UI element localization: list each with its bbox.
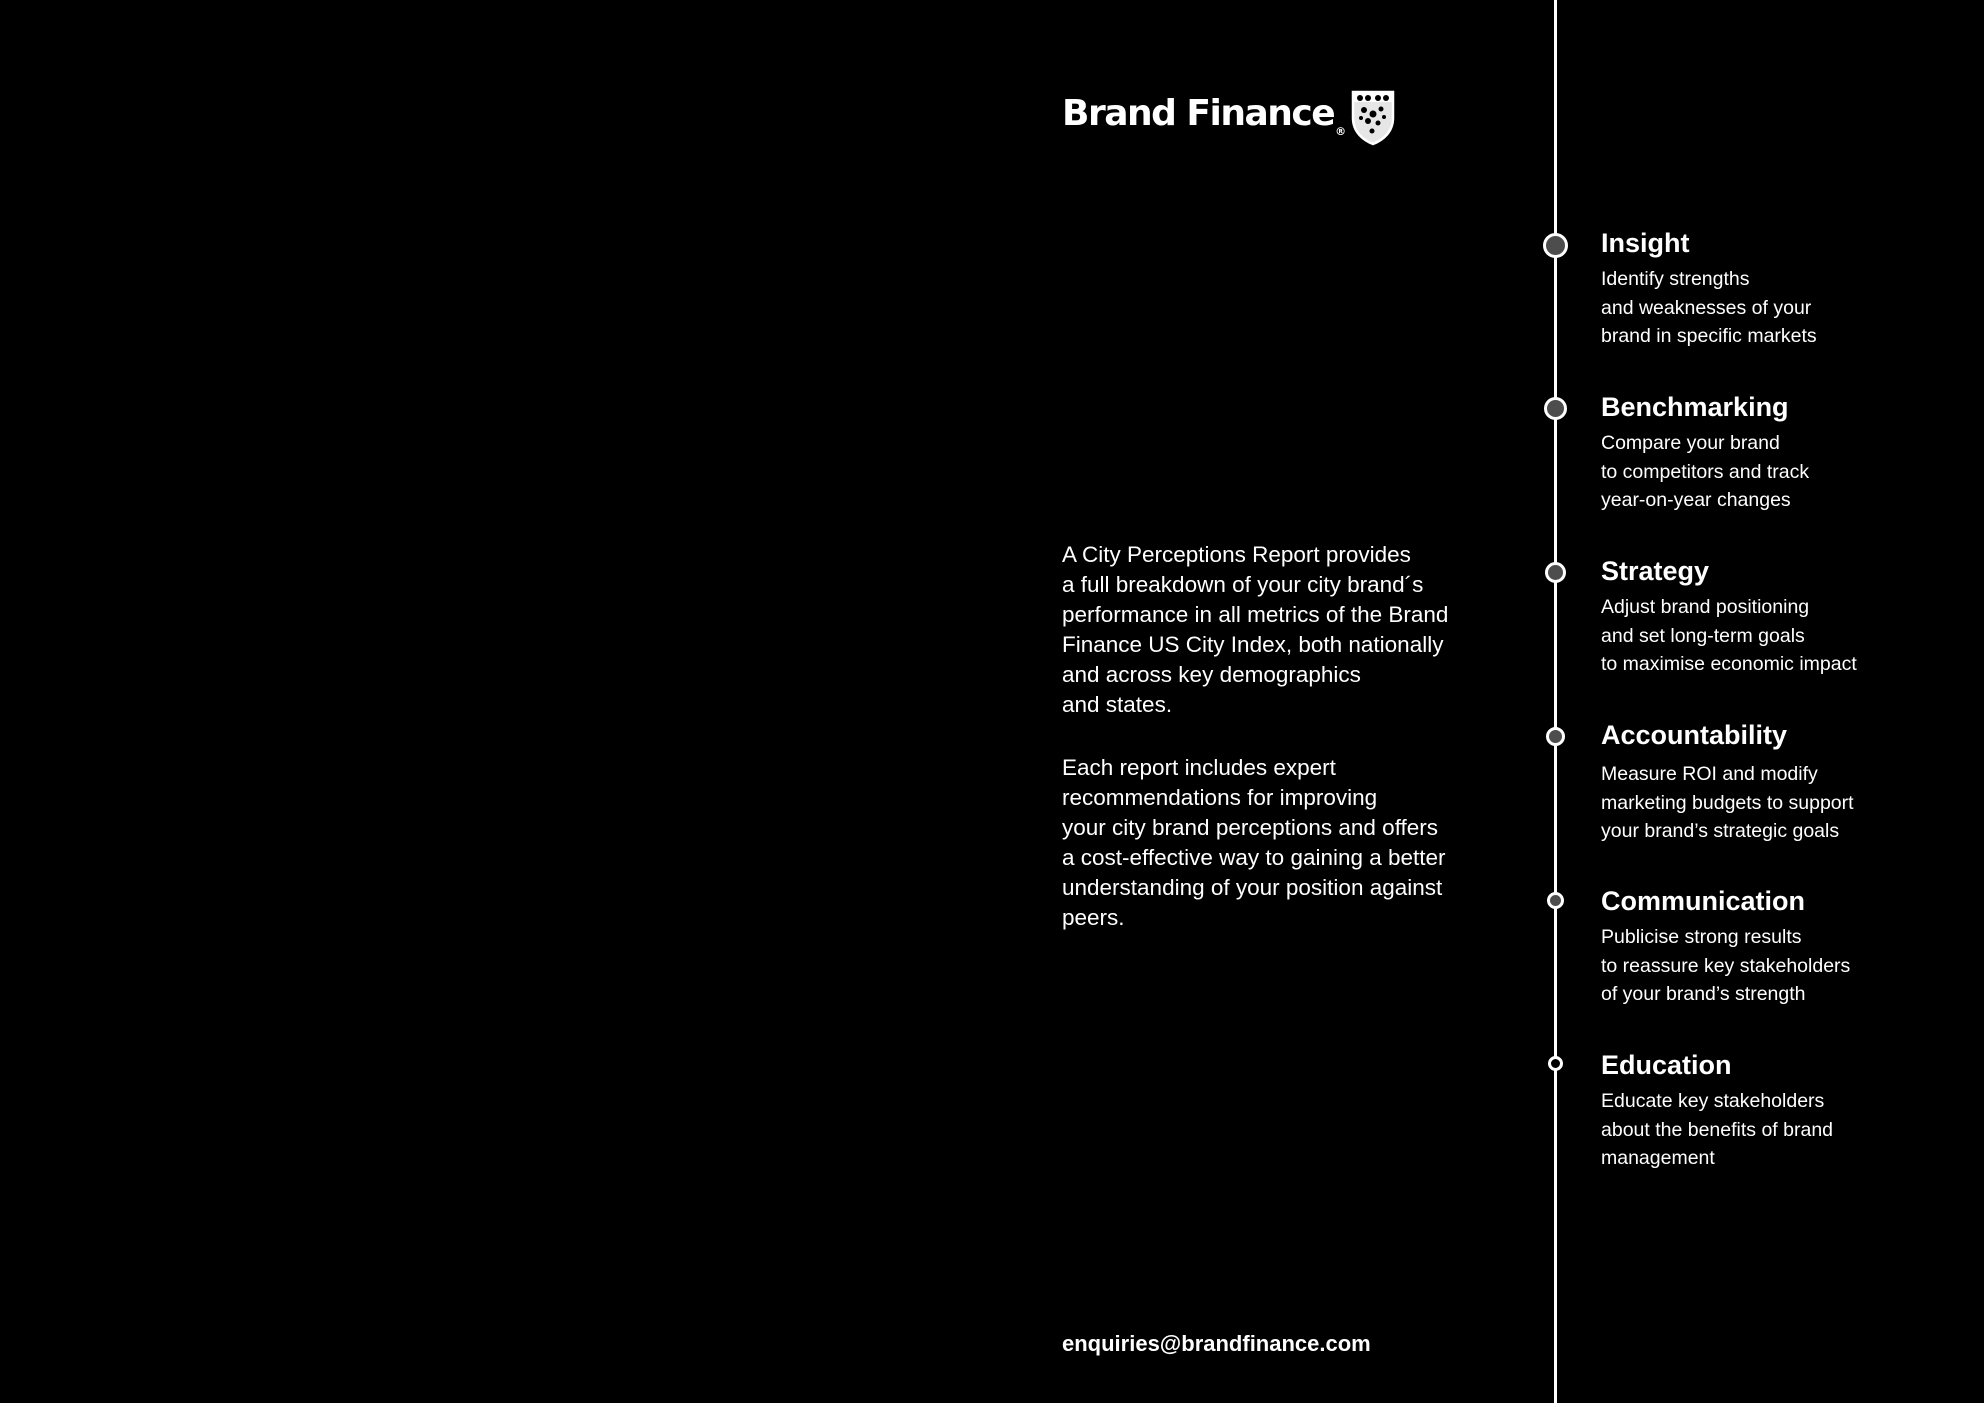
benefit-title: Accountability <box>1601 720 1788 750</box>
contact-email-link[interactable]: enquiries@brandfinance.com <box>1062 1331 1371 1356</box>
benefit-title: Benchmarking <box>1601 392 1789 422</box>
brand-finance-logo <box>1062 88 1345 148</box>
benefit-education <box>1601 1048 1961 1173</box>
benefit-description: Publicise strong results to reassure key stakeholders of your brand’s strength <box>1601 926 1851 1005</box>
registered-mark: ® <box>1335 125 1345 138</box>
benefit-communication <box>1601 884 1961 1009</box>
benefit-insight <box>1601 226 1961 351</box>
benefit-description: Adjust brand positioning and set long-term goals to maximise economic impact <box>1601 596 1857 675</box>
timeline-node-benchmarking <box>1544 397 1567 420</box>
intro-paragraph-2: Each report includes expert recommendations for improving your city brand perceptions and offers a cost-effective way to gaining a better understanding of your position against peers. <box>1062 755 1446 930</box>
logo-wordmark: Brand Finance$_®$ <box>1062 93 1345 138</box>
benefit-benchmarking <box>1601 390 1961 515</box>
timeline-node-accountability <box>1546 727 1565 746</box>
timeline-line <box>1554 0 1557 1403</box>
timeline-node-education <box>1548 1056 1563 1071</box>
benefit-title: Insight <box>1601 228 1690 258</box>
shield-crest-icon <box>1350 88 1396 146</box>
benefit-description: Educate key stakeholders about the benefits of brand management <box>1601 1090 1834 1169</box>
benefit-strategy <box>1601 554 1961 679</box>
intro-paragraph-1: A City Perceptions Report provides a full breakdown of your city brand´s performance in all metrics of the Brand Finance US City Index, both nationally and across key demographics and states. <box>1062 542 1449 717</box>
timeline-node-communication <box>1547 892 1564 909</box>
benefit-description: Measure ROI and modify marketing budgets to support your brand’s strategic goals <box>1601 763 1854 842</box>
benefit-title: Education <box>1601 1050 1732 1080</box>
benefit-accountability <box>1601 718 1961 846</box>
benefit-title: Communication <box>1601 886 1806 916</box>
benefit-title: Strategy <box>1601 556 1710 586</box>
benefit-description: Compare your brand to competitors and track year-on-year changes <box>1601 432 1810 511</box>
timeline-node-strategy <box>1545 562 1566 583</box>
benefit-description: Identify strengths and weaknesses of your brand in specific markets <box>1601 268 1817 347</box>
intro-text <box>1062 540 1492 933</box>
timeline-node-insight <box>1543 233 1568 258</box>
